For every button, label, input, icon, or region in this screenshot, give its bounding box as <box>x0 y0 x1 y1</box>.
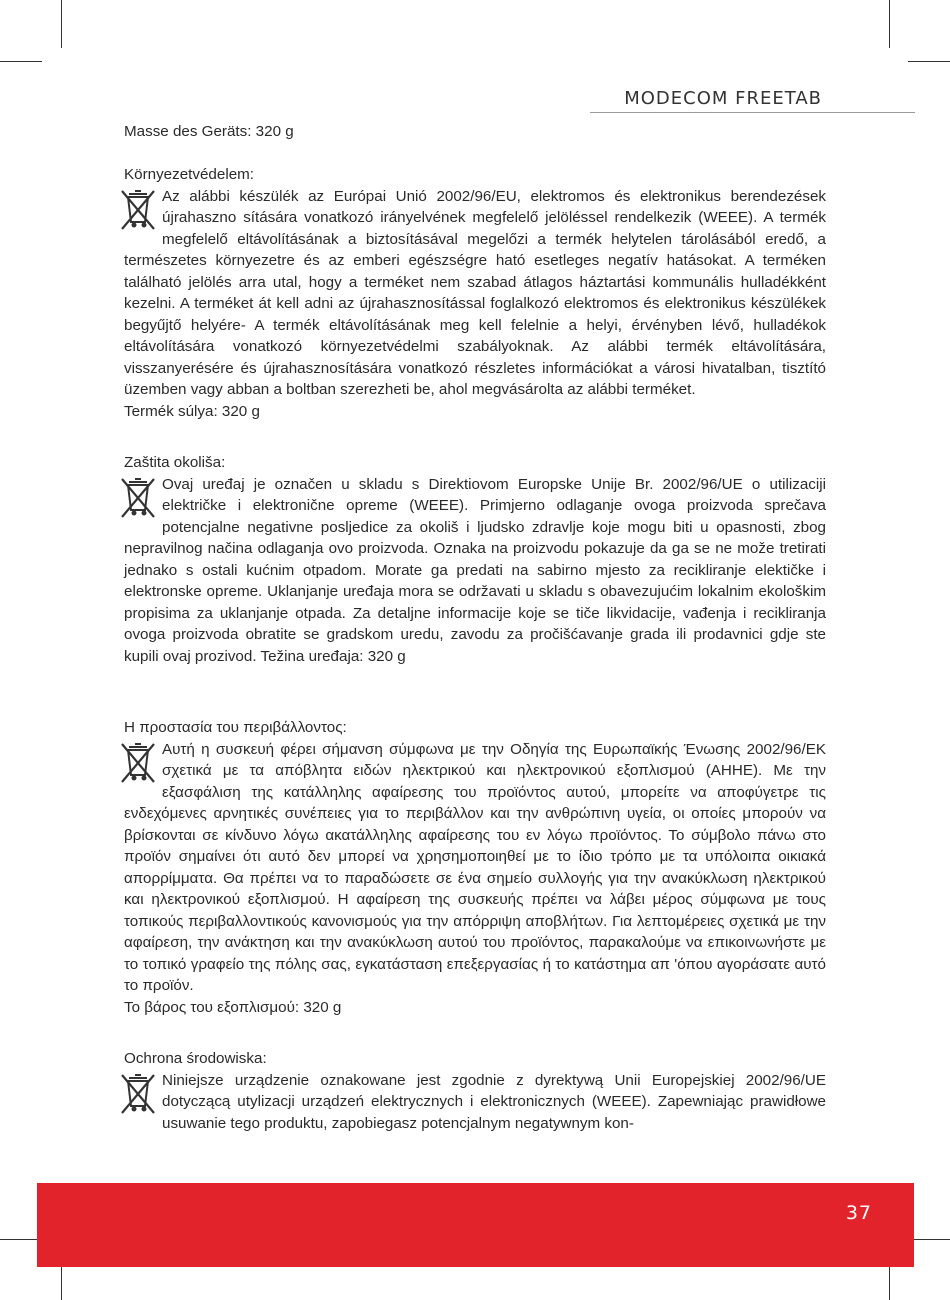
section-body: Αυτή η συσκευή φέρει σήμανση σύμφωνα με την Οδηγία της Ευρωπαϊκής Ένωσης 2002/96/ΕΚ σχετικά με τα απόβλητα ειδών ηλεκτρικού και ηλεκτρονικού εξοπλισμού (ΑΗΗΕ). Με την εξασφάλιση της κατάλληλης αφαίρεσης του προϊόντος αυτού, μπορείτε να αποφύγετρε τις ενδεχόμενες αρνητικές συνέπειες για το περιβάλλον και την ανθρώπινη υγεία, οι οποίες μπορούν να βρίσκονται σε κίνδυνο λόγω ακατάλληλης αφαίρεσης του εν λόγω προϊόντος. Το σύμβολο πάνω στο προϊόν σημαίνει ότι αυτό δεν μπορεί να χρησημοποιηθεί με το ίδιο τρόπο με τα υπόλοιπα οικιακά απορρίμματα. Θα πρέπει να το παραδώσετε σε ένα σημείο συλλογής για την ανακύκλωση ηλεκτρικού και ηλεκτρονικού εξοπλισμού. Η αφαίρεση της συσκευής πρέπει να λάβει μέρος σύμφωνα με τους τοπικούς περιβαλλοντικούς κανονισμούς για την απόρριψη αποβλήτων. Για λεπτομέρειες σχετικά με την αφαίρεση, την ανάκτηση και την ανακύκλωση αυτού του προϊόντος, παρακαλούμε να επικοινωνήστε με το τοπικό γραφείο της πόλης σας, εγκατάσταση επεξεργασίας ή το κατάστημα απ 'όπου αγοράσατε αυτό το προϊόν. <box>124 740 826 994</box>
section-body: Ovaj uređaj je označen u skladu s Direktiovom Europske Unije Br. 2002/96/UE o utilizaciji električke i elektronične opreme (WEEE). Primjerno odlaganje ovoga proizvoda sprečava potencjalne negativne posljedice za okoliš i ljudsko zdravlje koje mogu biti u opasnosti, zbog nepravilnog načina odlaganja ovo proizvoda. Oznaka na proizvodu pokazuje da ga se ne može tretirati jednako s ostali kućnim otpadom. Morate ga predati na sabirno mjesto za recikliranje elektičke i elektronske opreme. Uklanjanje uređaja mora se održavati u skladu s obavezujućim lokalnim ekološkim propisima za uklanjanje otpada. Za detaljne informacije koje se tiče likvidacije, vađenja i recikliranja ovoga proizvoda obratite se gradskom uredu, zavodu za pročišćavanje grada ili prodavnici gdje ste kupili ovaj prozivod. Težina uređaja: 320 g <box>124 475 826 665</box>
section-weight: Termék súlya: 320 g <box>124 402 260 420</box>
section-body-wrap <box>124 474 826 668</box>
page-number: 37 <box>845 1202 872 1224</box>
crossed-out-wheelie-bin-icon <box>118 188 160 234</box>
section-heading: Környezetvédelem: <box>124 166 255 183</box>
crop-mark <box>908 61 950 62</box>
top-weight-text: Masse des Geräts: 320 g <box>124 123 294 140</box>
crossed-out-wheelie-bin-icon <box>118 741 160 787</box>
footer-band <box>37 1183 914 1267</box>
section-heading: Zaštita okoliša: <box>124 454 226 471</box>
header-rule <box>590 112 915 113</box>
section-body: Niniejsze urządzenie oznakowane jest zgodnie z dyrektywą Unii Europejskiej 2002/96/UE dotyczącą utylizacji urządzeń elektrycznych i elektronicznych (WEEE). Zapewniając prawidłowe usuwanie tego produktu, zapobiegasz potencjalnym negatywnym kon- <box>162 1071 826 1132</box>
section-heading: Η προστασία του περιβάλλοντος: <box>124 719 347 736</box>
crop-mark <box>0 61 42 62</box>
section-hu <box>124 164 826 422</box>
section-weight: Το βάρος του εξοπλισμού: 320 g <box>124 998 342 1016</box>
section-heading: Ochrona środowiska: <box>124 1050 267 1067</box>
crop-mark <box>0 1239 42 1240</box>
crop-mark <box>61 0 62 48</box>
crop-mark <box>908 1239 950 1240</box>
section-el <box>124 717 826 1018</box>
header-title: MODECOM FREETAB <box>624 88 822 109</box>
top-weight-line <box>124 121 826 143</box>
crossed-out-wheelie-bin-icon <box>118 1072 160 1118</box>
section-body: Az alábbi készülék az Európai Unió 2002/96/EU, elektromos és elektronikus berendezések újrahaszno sítására vonatkozó irányelvének megfelelő jelöléssel rendelkezik (WEEE). A termék megfelelő eltávolításának a biztosításával megelőzi a termék helytelen tárolásából eredő, a természetes környezetre és az emberi egészségre ható esetleges negatív hatásokat. A terméken található jelölés arra utal, hogy a terméket nem szabad átlagos háztartási kommunális hulladékként kezelni. A terméket át kell adni az újrahasznosítással foglalkozó elektromos és elektronikus készülékek begyűjtő helyére- A termék eltávolításának meg kell felelnie a helyi, érvényben lévő, hulladékok eltávolítására vonatkozó környezetvédelmi szabályoknak. Az alábbi termék eltávolítására, visszanyerésére és újrahasznosítására vonatkozó részletes információkat a városi hivatalban, tisztító üzemben vagy abban a boltban szerezheti be, ahol megvásárolta az alábbi terméket. <box>124 187 826 398</box>
section-body-wrap <box>124 186 826 401</box>
crop-mark <box>889 0 890 48</box>
section-body-wrap <box>124 739 826 997</box>
crossed-out-wheelie-bin-icon <box>118 476 160 522</box>
section-body-wrap <box>124 1070 826 1135</box>
section-hr <box>124 452 826 667</box>
section-pl <box>124 1048 826 1134</box>
